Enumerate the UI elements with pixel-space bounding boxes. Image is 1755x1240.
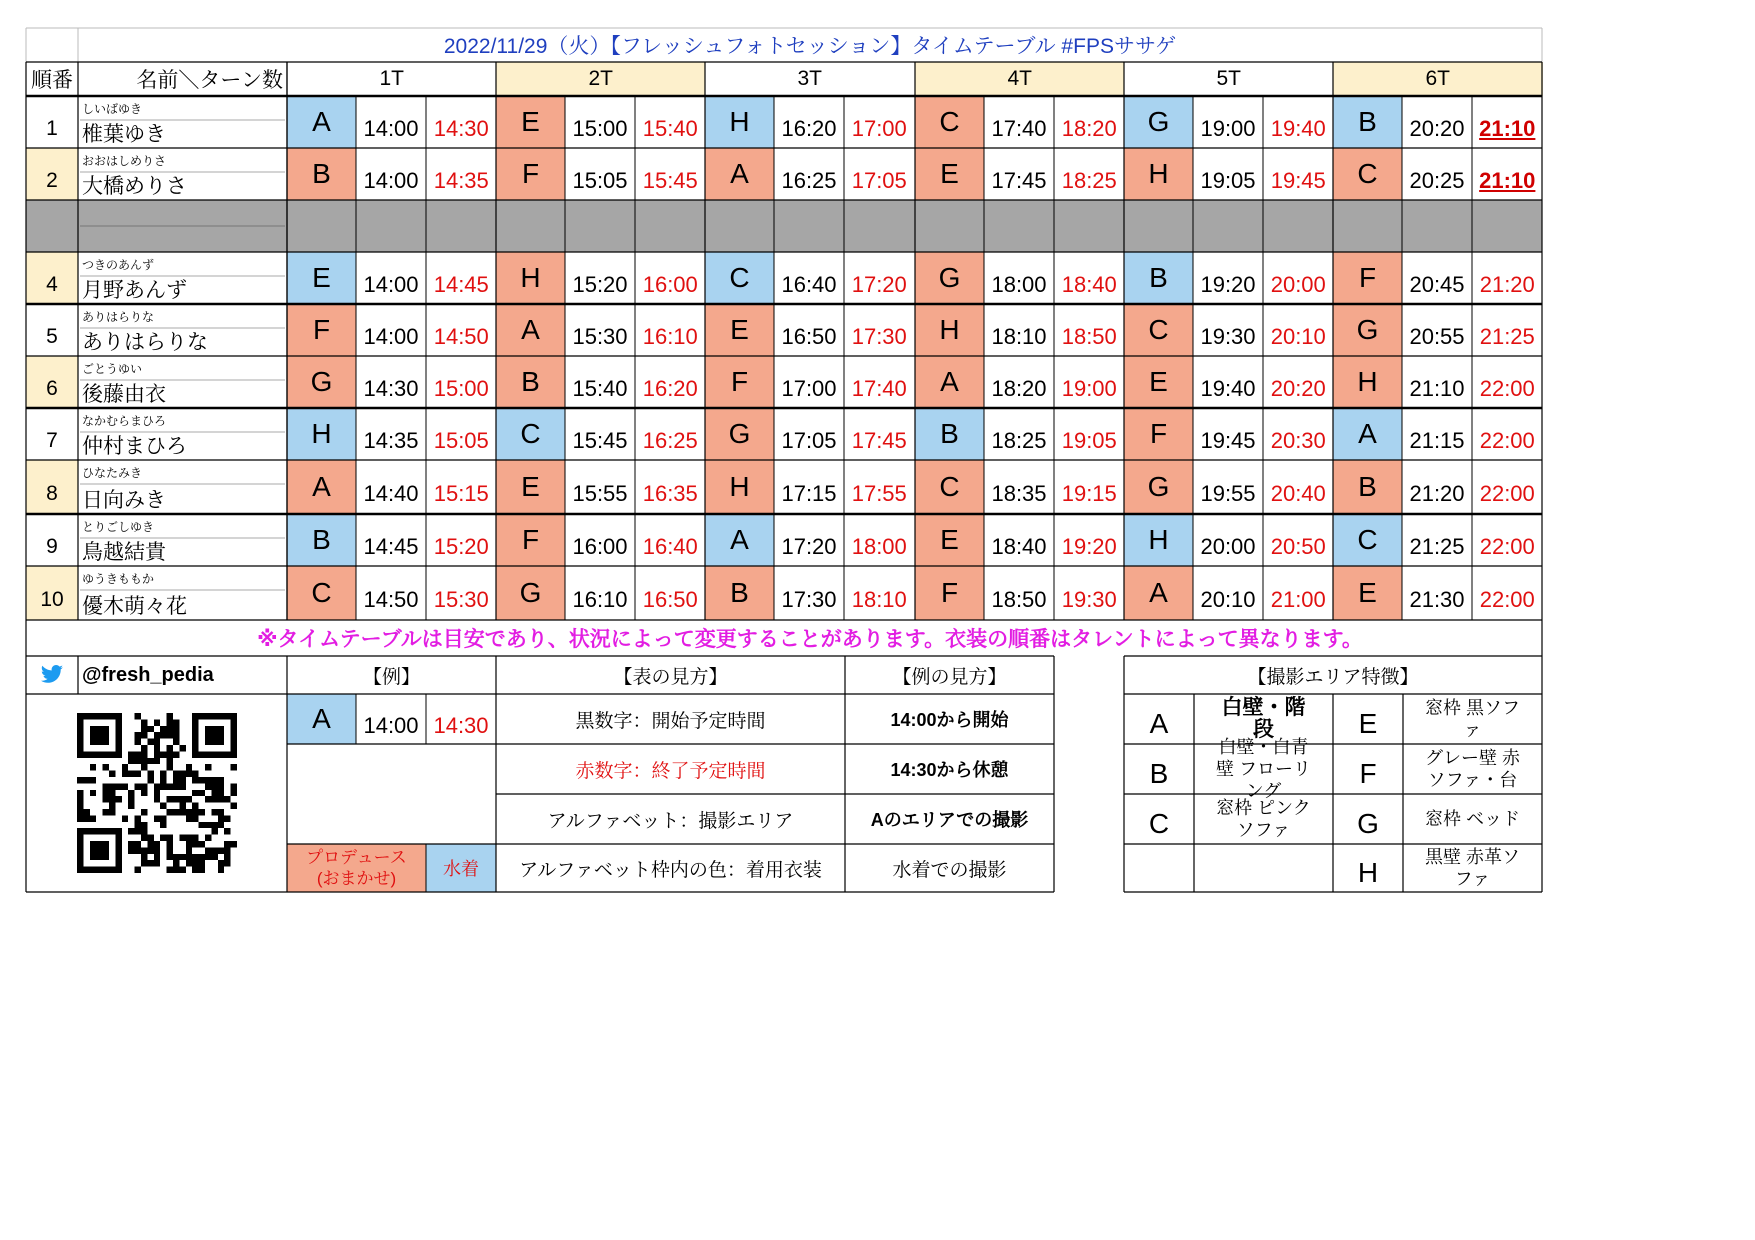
- example-end-time: 14:30: [433, 713, 489, 738]
- end-time: 16:40: [642, 534, 698, 559]
- end-time: 16:25: [642, 428, 698, 453]
- end-time: 19:15: [1061, 481, 1117, 506]
- start-time: 15:55: [572, 481, 628, 506]
- start-time: 17:15: [781, 481, 837, 506]
- end-time: 15:40: [642, 116, 698, 141]
- talent-name: 大橋めりさ: [82, 175, 187, 198]
- end-time: 15:30: [433, 587, 489, 612]
- end-time: 17:40: [851, 376, 907, 401]
- order-header: 順番: [31, 69, 73, 92]
- talent-name: 鳥越結貴: [82, 541, 166, 564]
- production-label-text: プロデュース(おまかせ): [306, 848, 407, 888]
- start-time: 20:10: [1200, 587, 1256, 612]
- start-time: 20:45: [1409, 272, 1465, 297]
- area-letter-cell: G: [1333, 304, 1402, 356]
- start-time: 14:30: [363, 376, 419, 401]
- end-time: 22:00: [1479, 428, 1535, 453]
- end-time: 14:30: [433, 116, 489, 141]
- start-time: 14:00: [363, 272, 419, 297]
- area-letter-cell: F: [915, 566, 984, 620]
- end-time: 16:35: [642, 481, 698, 506]
- start-time: 20:20: [1409, 116, 1465, 141]
- area-letter-cell: F: [1333, 252, 1402, 304]
- how-start-time: 黒数字：開始予定時間: [575, 710, 766, 732]
- row-order: 1: [46, 117, 58, 140]
- start-time: 20:55: [1409, 324, 1465, 349]
- end-time: 17:20: [851, 272, 907, 297]
- start-time: 17:30: [781, 587, 837, 612]
- area-letter-cell: B: [915, 408, 984, 460]
- area-desc-A: 白壁・階段: [1221, 696, 1306, 741]
- area-letter-cell: E: [287, 252, 356, 304]
- end-time: 14:35: [433, 168, 489, 193]
- example-start-time: 14:00: [363, 713, 419, 738]
- area-letter-cell: G: [915, 252, 984, 304]
- name-ruby: しいばゆき: [82, 102, 143, 116]
- area-letter-E: E: [1358, 708, 1378, 739]
- area-letter-C: C: [1148, 808, 1170, 839]
- end-time: 15:00: [433, 376, 489, 401]
- start-time: 20:25: [1409, 168, 1465, 193]
- area-desc-G: 窓枠 ベッド: [1425, 809, 1521, 829]
- area-letter-cell: B: [287, 514, 356, 566]
- talent-name: 月野あんず: [82, 279, 187, 302]
- area-letter-cell: C: [705, 252, 774, 304]
- start-time: 18:10: [991, 324, 1047, 349]
- area-letter-cell: A: [705, 148, 774, 200]
- start-time: 19:30: [1200, 324, 1256, 349]
- name-ruby: おおはしめりさ: [82, 154, 167, 168]
- area-letter-cell: C: [915, 96, 984, 148]
- area-letter-cell: B: [1333, 460, 1402, 514]
- area-letter-cell: E: [1124, 356, 1193, 408]
- area-desc-H: 黒壁 赤革ソファ: [1425, 847, 1521, 889]
- end-time: 20:10: [1270, 324, 1326, 349]
- area-letter-cell: A: [496, 304, 565, 356]
- start-time: 16:50: [781, 324, 837, 349]
- start-time: 19:55: [1200, 481, 1256, 506]
- area-letter-cell: F: [496, 148, 565, 200]
- end-time: 22:00: [1479, 376, 1535, 401]
- turn-header-4: 4T: [915, 62, 1125, 96]
- area-letter-cell: C: [1333, 514, 1402, 566]
- start-time: 19:20: [1200, 272, 1256, 297]
- row-order: 8: [26, 460, 78, 514]
- start-time: 16:25: [781, 168, 837, 193]
- end-time: 16:50: [642, 587, 698, 612]
- start-time: 14:00: [363, 116, 419, 141]
- example-how-start: 14:00から開始: [890, 710, 1009, 730]
- area-letter-B: B: [1149, 758, 1169, 789]
- start-time: 16:10: [572, 587, 628, 612]
- area-desc-B: 白壁・白青壁 フローリング: [1215, 737, 1311, 801]
- end-time: 18:00: [851, 534, 907, 559]
- area-letter-cell: C: [915, 460, 984, 514]
- end-time: 15:15: [433, 481, 489, 506]
- start-time: 18:35: [991, 481, 1047, 506]
- start-time: 19:45: [1200, 428, 1256, 453]
- turn-header-5: 5T: [1124, 62, 1334, 96]
- area-features-header: 【撮影エリア特徴】: [1247, 666, 1419, 688]
- row-order: 4: [26, 252, 78, 304]
- page-title: 2022/11/29（火）【フレッシュフォトセッション】タイムテーブル #FPSササゲ: [443, 35, 1177, 58]
- row-order: 7: [46, 429, 58, 452]
- area-letter-cell: H: [705, 96, 774, 148]
- start-time: 20:00: [1200, 534, 1256, 559]
- start-time: 17:05: [781, 428, 837, 453]
- start-time: 21:10: [1409, 376, 1465, 401]
- end-time: 19:45: [1270, 168, 1326, 193]
- twitter-handle[interactable]: @fresh_pedia: [82, 663, 214, 686]
- area-desc-E: 窓枠 黒ソファ: [1425, 698, 1521, 740]
- area-letter-cell: H: [705, 460, 774, 514]
- start-time: 17:40: [991, 116, 1047, 141]
- area-letter-cell: H: [915, 304, 984, 356]
- start-time: 14:40: [363, 481, 419, 506]
- area-letter-F: F: [1359, 758, 1377, 789]
- start-time: 14:50: [363, 587, 419, 612]
- area-letter-cell: B: [705, 566, 774, 620]
- area-letter-cell: G: [1124, 96, 1193, 148]
- area-letter-cell: C: [496, 408, 565, 460]
- row-order: 5: [46, 325, 58, 348]
- end-time: 16:10: [642, 324, 698, 349]
- row-order: 10: [26, 566, 78, 620]
- start-time: 17:00: [781, 376, 837, 401]
- end-time: 18:50: [1061, 324, 1117, 349]
- area-letter-cell: B: [287, 148, 356, 200]
- start-time: 16:00: [572, 534, 628, 559]
- turn-header-6: 6T: [1333, 62, 1543, 96]
- area-letter-G: G: [1357, 808, 1379, 839]
- name-ruby: つきのあんず: [82, 258, 155, 272]
- area-letter-cell: H: [1124, 514, 1193, 566]
- example-how-costume: 水着での撮影: [892, 859, 1007, 881]
- example-header: 【例】: [362, 666, 420, 688]
- end-time: 17:45: [851, 428, 907, 453]
- name-ruby: ごとうゆい: [82, 362, 143, 376]
- area-letter-cell: F: [1124, 408, 1193, 460]
- area-letter-cell: B: [1124, 252, 1193, 304]
- start-time: 17:45: [991, 168, 1047, 193]
- area-letter-cell: E: [705, 304, 774, 356]
- start-time: 19:00: [1200, 116, 1256, 141]
- end-time: 20:00: [1270, 272, 1326, 297]
- name-ruby: ゆうきももか: [82, 572, 155, 586]
- start-time: 16:20: [781, 116, 837, 141]
- name-ruby: とりごしゆき: [82, 520, 155, 534]
- how-header: 【表の見方】: [613, 666, 728, 688]
- start-time: 15:40: [572, 376, 628, 401]
- start-time: 15:00: [572, 116, 628, 141]
- start-time: 18:00: [991, 272, 1047, 297]
- end-time: 22:00: [1479, 534, 1535, 559]
- end-time: 17:05: [851, 168, 907, 193]
- start-time: 14:45: [363, 534, 419, 559]
- area-letter-cell: A: [705, 514, 774, 566]
- example-area-letter: A: [287, 694, 356, 744]
- name-ruby: ひなたみき: [82, 466, 143, 480]
- row-order: 2: [26, 148, 78, 200]
- example-how-end: 14:30から休憩: [890, 760, 1009, 780]
- talent-name: 後藤由衣: [82, 383, 166, 406]
- area-letter-cell: G: [496, 566, 565, 620]
- area-letter-A: A: [1149, 708, 1169, 739]
- start-time: 16:40: [781, 272, 837, 297]
- area-letter-cell: A: [1124, 566, 1193, 620]
- end-time: 14:45: [433, 272, 489, 297]
- end-time: 21:10: [1479, 116, 1536, 141]
- row-order: 9: [46, 535, 58, 558]
- turn-header-3: 3T: [705, 62, 915, 96]
- how-end-time: 赤数字：終了予定時間: [575, 760, 766, 782]
- end-time: 15:20: [433, 534, 489, 559]
- end-time: 16:20: [642, 376, 698, 401]
- end-time: 22:00: [1479, 587, 1535, 612]
- area-letter-cell: G: [287, 356, 356, 408]
- how-area: アルファベット：撮影エリア: [547, 810, 794, 832]
- start-time: 14:00: [363, 324, 419, 349]
- example-how-area: Aのエリアでの撮影: [870, 810, 1029, 830]
- turn-header-2: 2T: [496, 62, 706, 96]
- end-time: 16:00: [642, 272, 698, 297]
- start-time: 21:25: [1409, 534, 1465, 559]
- end-time: 18:25: [1061, 168, 1117, 193]
- end-time: 20:30: [1270, 428, 1326, 453]
- turn-header-1: 1T: [287, 62, 497, 96]
- start-time: 17:20: [781, 534, 837, 559]
- end-time: 19:20: [1061, 534, 1117, 559]
- area-letter-H: H: [1357, 857, 1379, 888]
- row-order: 6: [26, 356, 78, 408]
- start-time: 15:45: [572, 428, 628, 453]
- talent-name: 優木萌々花: [82, 595, 187, 618]
- end-time: 20:40: [1270, 481, 1326, 506]
- start-time: 19:40: [1200, 376, 1256, 401]
- area-letter-cell: E: [915, 148, 984, 200]
- end-time: 22:00: [1479, 481, 1535, 506]
- name-turn-header: 名前＼ターン数: [136, 69, 283, 92]
- swimsuit-costume-label: 水着: [426, 844, 496, 892]
- end-time: 19:05: [1061, 428, 1117, 453]
- talent-name: 椎葉ゆき: [82, 123, 166, 146]
- area-letter-cell: C: [1124, 304, 1193, 356]
- area-letter-cell: G: [705, 408, 774, 460]
- end-time: 17:30: [851, 324, 907, 349]
- end-time: 19:40: [1270, 116, 1326, 141]
- start-time: 18:40: [991, 534, 1047, 559]
- example-how-header: 【例の見方】: [892, 666, 1007, 688]
- area-letter-cell: A: [915, 356, 984, 408]
- area-letter-cell: H: [287, 408, 356, 460]
- end-time: 18:10: [851, 587, 907, 612]
- area-letter-cell: C: [1333, 148, 1402, 200]
- start-time: 21:15: [1409, 428, 1465, 453]
- area-letter-cell: F: [496, 514, 565, 566]
- area-letter-cell: G: [1124, 460, 1193, 514]
- end-time: 15:05: [433, 428, 489, 453]
- area-letter-cell: E: [1333, 566, 1402, 620]
- start-time: 21:30: [1409, 587, 1465, 612]
- area-letter-cell: H: [1124, 148, 1193, 200]
- name-ruby: なかむらまひろ: [82, 414, 167, 428]
- talent-name: 仲村まひろ: [82, 435, 187, 458]
- name-ruby: ありはらりな: [82, 310, 155, 324]
- end-time: 19:00: [1061, 376, 1117, 401]
- end-time: 21:10: [1479, 168, 1536, 193]
- area-letter-cell: A: [287, 96, 356, 148]
- end-time: 21:20: [1479, 272, 1535, 297]
- area-letter-cell: H: [496, 252, 565, 304]
- area-letter-cell: A: [287, 460, 356, 514]
- end-time: 17:00: [851, 116, 907, 141]
- area-letter-cell: H: [1333, 356, 1402, 408]
- start-time: 14:00: [363, 168, 419, 193]
- end-time: 17:55: [851, 481, 907, 506]
- end-time: 15:45: [642, 168, 698, 193]
- start-time: 15:05: [572, 168, 628, 193]
- end-time: 21:00: [1270, 587, 1326, 612]
- end-time: 14:50: [433, 324, 489, 349]
- start-time: 15:30: [572, 324, 628, 349]
- end-time: 21:25: [1479, 324, 1535, 349]
- area-letter-cell: F: [705, 356, 774, 408]
- area-letter-cell: B: [496, 356, 565, 408]
- area-letter-cell: E: [496, 460, 565, 514]
- end-time: 18:20: [1061, 116, 1117, 141]
- area-letter-cell: C: [287, 566, 356, 620]
- area-letter-cell: F: [287, 304, 356, 356]
- talent-name: 日向みき: [82, 489, 166, 512]
- start-time: 21:20: [1409, 481, 1465, 506]
- area-letter-cell: E: [915, 514, 984, 566]
- start-time: 18:50: [991, 587, 1047, 612]
- start-time: 18:25: [991, 428, 1047, 453]
- start-time: 15:20: [572, 272, 628, 297]
- talent-name: ありはらりな: [82, 331, 208, 354]
- start-time: 18:20: [991, 376, 1047, 401]
- area-letter-cell: A: [1333, 408, 1402, 460]
- end-time: 19:30: [1061, 587, 1117, 612]
- area-desc-C: 窓枠 ピンクソファ: [1216, 798, 1311, 840]
- start-time: 14:35: [363, 428, 419, 453]
- notice-text: ※タイムテーブルは目安であり、状況によって変更することがあります。衣装の順番はタレントによって異なります。: [257, 628, 1363, 651]
- end-time: 18:40: [1061, 272, 1117, 297]
- end-time: 20:20: [1270, 376, 1326, 401]
- start-time: 19:05: [1200, 168, 1256, 193]
- area-letter-cell: E: [496, 96, 565, 148]
- how-costume: アルファベット枠内の色：着用衣装: [519, 859, 822, 881]
- area-letter-cell: B: [1333, 96, 1402, 148]
- area-desc-F: グレー壁 赤ソファ・台: [1425, 748, 1521, 790]
- end-time: 20:50: [1270, 534, 1326, 559]
